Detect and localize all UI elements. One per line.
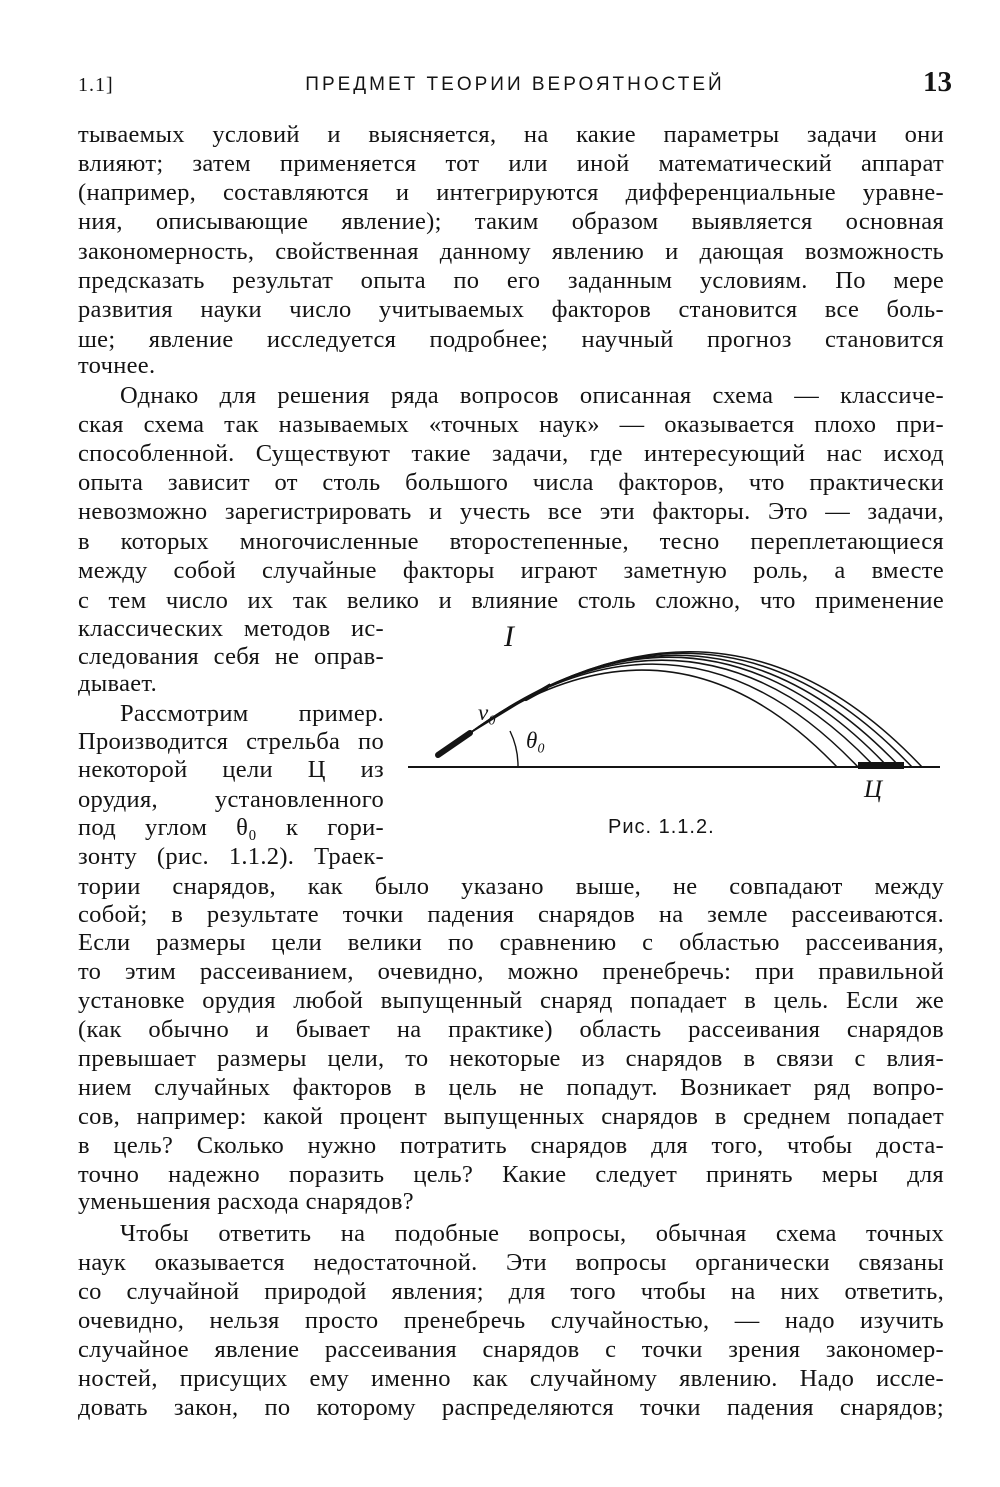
text-line: точнее. — [78, 352, 156, 379]
text-line: сов, например: какой процент выпущенных снарядов в среднем попадает — [78, 1103, 944, 1130]
text-line: собой; в результате точки падения снарядов на земле рассеиваются. — [78, 901, 944, 928]
target-label: Ц — [864, 776, 883, 803]
text-line: под углом θ₀ к гори- — [78, 814, 384, 841]
text-line: с тем число их так велико и влияние столь сложно, что применение — [78, 587, 944, 614]
angle-label: θ₀ — [526, 728, 546, 753]
text-line: (как обычно и бывает на практике) область рассеивания снарядов — [78, 1016, 944, 1043]
text-line: случайное явление рассеивания снарядов с точки зрения закономер- — [78, 1336, 944, 1363]
text-line: довать закон, по которому распределяются точки падения снарядов; — [78, 1394, 944, 1421]
text-line: превышает размеры цели, то некоторые из снарядов в связи с влия- — [78, 1045, 944, 1072]
page-number: 13 — [923, 66, 952, 98]
text-line: Если размеры цели велики по сравнению с областью рассеивания, — [78, 929, 944, 956]
text-line: классических методов ис- — [78, 615, 384, 642]
velocity-label: v₀ — [478, 700, 497, 725]
text-line: дывает. — [78, 670, 158, 697]
running-title: ПРЕДМЕТ ТЕОРИИ ВЕРОЯТНОСТЕЙ — [305, 74, 725, 95]
text-line: наук оказывается недостаточной. Эти вопросы органически связаны — [78, 1249, 944, 1276]
text-line: очевидно, нельзя просто пренебречь случайностью, — надо изучить — [78, 1307, 944, 1334]
text-line: со случайной природой явления; для того чтобы на них ответить, — [78, 1278, 944, 1305]
text-line: тываемых условий и выясняется, на какие параметры задачи они — [78, 121, 944, 148]
text-line: то этим рассеиванием, очевидно, можно пренебречь: при правильной — [78, 958, 944, 985]
text-line: влияют; затем применяется тот или иной математический аппарат — [78, 150, 944, 177]
text-line: Однако для решения ряда вопросов описанная схема — классиче- — [120, 382, 944, 409]
section-number: 1.1] — [78, 74, 114, 96]
angle-arc — [510, 731, 518, 767]
text-line: ния, описывающие явление); таким образом выявляется основная — [78, 208, 944, 235]
text-line: орудия, установленного — [78, 786, 384, 813]
text-line: ская схема так называемых «точных наук» — оказывается плохо при- — [78, 411, 944, 438]
text-line: в цель? Сколько нужно потратить снарядов для того, чтобы доста- — [78, 1132, 944, 1159]
text-line: нием случайных факторов в цель не попадут. Возникает ряд вопро- — [78, 1074, 944, 1101]
text-line: некоторой цели Ц из — [78, 756, 384, 783]
text-line: ше; явление исследуется подробнее; научный прогноз становится — [78, 326, 944, 353]
text-line: между собой случайные факторы играют заметную роль, а вместе — [78, 557, 944, 584]
text-line: зонту (рис. 1.1.2). Траек- — [78, 843, 384, 870]
text-line: опыта зависит от столь большого числа факторов, что практически — [78, 469, 944, 496]
target-bar — [858, 762, 904, 769]
text-line: предсказать результат опыта по его заданным условиям. По мере — [78, 267, 944, 294]
text-line: невозможно зарегистрировать и учесть все эти факторы. Это — задачи, — [78, 498, 944, 525]
text-line: способленной. Существуют такие задачи, где интересующий нас исход — [78, 440, 944, 467]
text-line: Рассмотрим пример. — [120, 700, 384, 727]
text-line: точно надежно поразить цель? Какие следует принять меры для — [78, 1161, 944, 1188]
trajectory-label: I — [504, 620, 514, 653]
text-line: следования себя не оправ- — [78, 643, 384, 670]
text-line: в которых многочисленные второстепенные, тесно переплетающиеся — [78, 528, 944, 555]
text-line: ностей, присущих ему именно как случайному явлению. Надо иссле- — [78, 1365, 944, 1392]
figure-caption: Рис. 1.1.2. — [608, 816, 715, 838]
text-line: Производится стрельба по — [78, 728, 384, 755]
text-line: тории снарядов, как было указано выше, не совпадают между — [78, 873, 944, 900]
text-line: уменьшения расхода снарядов? — [78, 1188, 414, 1215]
text-line: установке орудия любой выпущенный снаряд попадает в цель. Если же — [78, 987, 944, 1014]
running-head — [78, 66, 952, 106]
gun-barrel — [438, 733, 470, 755]
text-line: закономерность, свойственная данному явлению и дающая возможность — [78, 238, 944, 265]
text-line: (например, составляются и интегрируются дифференциальные уравне- — [78, 179, 944, 206]
text-line: развития науки число учитываемых факторов становится все боль- — [78, 296, 944, 323]
projectile — [526, 688, 546, 699]
text-line: Чтобы ответить на подобные вопросы, обычная схема точных — [120, 1220, 944, 1247]
